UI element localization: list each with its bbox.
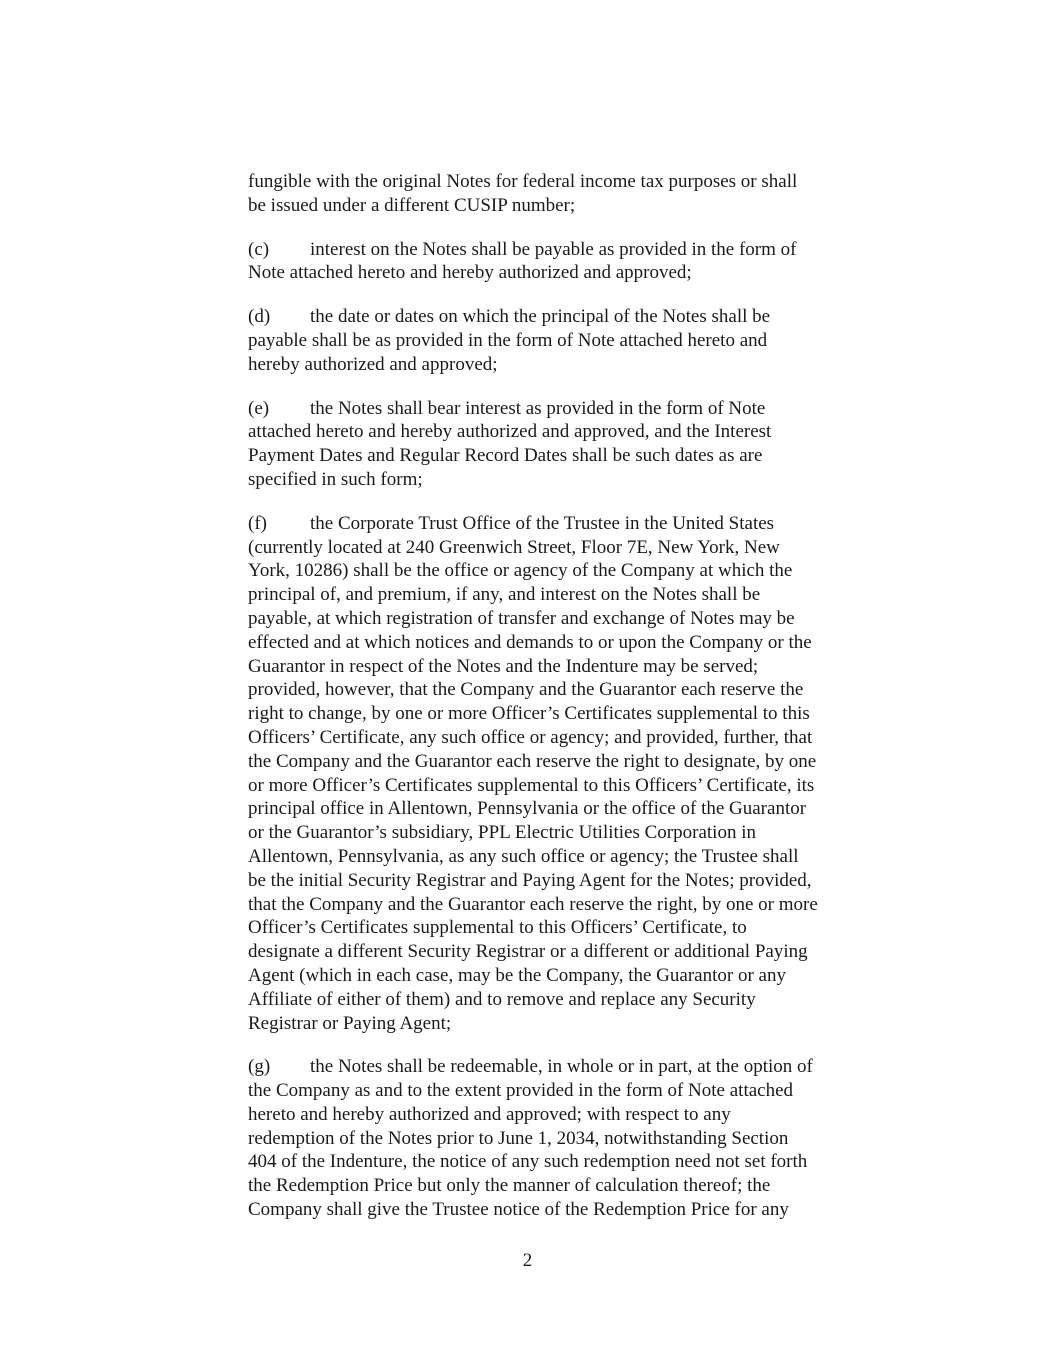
text-line	[248, 353, 878, 377]
text-line	[248, 678, 878, 702]
line-text: the Notes shall bear interest as provided in the form of Note	[310, 397, 766, 419]
text-line	[248, 1103, 878, 1127]
text-line	[248, 261, 878, 285]
text-line	[248, 512, 878, 536]
line-text: that the Company and the Guarantor each reserve the right, by one or more	[248, 893, 818, 915]
line-text: effected and at which notices and demands to or upon the Company or the	[248, 631, 812, 653]
text-line	[248, 893, 878, 917]
text-line	[248, 631, 878, 655]
paragraph-d	[248, 305, 878, 376]
text-line	[248, 988, 878, 1012]
paragraph-g	[248, 1055, 878, 1222]
text-line	[248, 444, 878, 468]
text-line	[248, 845, 878, 869]
line-text: 404 of the Indenture, the notice of any such redemption need not set forth	[248, 1151, 808, 1173]
text-line	[248, 559, 878, 583]
text-line	[248, 750, 878, 774]
paragraph-label: (c)	[248, 238, 270, 260]
line-text: interest on the Notes shall be payable as provided in the form of	[310, 238, 797, 260]
line-text: right to change, by one or more Officer’s Certificates supplemental to this	[248, 703, 810, 725]
page-number: 2	[522, 1250, 533, 1271]
line-text: Allentown, Pennsylvania, as any such office or agency; the Trustee shall	[248, 845, 799, 867]
line-text: the Redemption Price but only the manner of calculation thereof; the	[248, 1175, 771, 1197]
line-text: the Company as and to the extent provided in the form of Note attached	[248, 1080, 794, 1102]
line-text: (currently located at 240 Greenwich Street, Floor 7E, New York, New	[248, 536, 780, 558]
line-text: attached hereto and hereby authorized and approved, and the Interest	[248, 421, 772, 443]
text-line	[248, 329, 878, 353]
text-line	[248, 607, 878, 631]
line-text: principal office in Allentown, Pennsylvania or the office of the Guarantor	[248, 798, 807, 820]
line-text: Affiliate of either of them) and to remove and replace any Security	[248, 988, 756, 1010]
line-text: Agent (which in each case, may be the Company, the Guarantor or any	[248, 964, 786, 986]
line-text: redemption of the Notes prior to June 1, 2034, notwithstanding Section	[248, 1127, 789, 1149]
paragraph-label: (e)	[248, 397, 270, 419]
text-line	[248, 536, 878, 560]
text-line	[248, 964, 878, 988]
paragraph-c	[248, 238, 878, 286]
line-text: fungible with the original Notes for federal income tax purposes or shall	[248, 171, 798, 192]
text-line	[248, 1055, 878, 1079]
line-text: specified in such form;	[248, 468, 423, 490]
text-line	[248, 1150, 878, 1174]
line-text: or more Officer’s Certificates supplemental to this Officers’ Certificate, its	[248, 774, 815, 796]
line-text: the date or dates on which the principal of the Notes shall be	[310, 306, 771, 328]
line-text: Payment Dates and Regular Record Dates shall be such dates as are	[248, 445, 763, 467]
text-line	[248, 797, 878, 821]
text-line	[248, 1012, 878, 1036]
paragraph-label: (f)	[248, 512, 267, 534]
text-line	[248, 916, 878, 940]
text-line	[248, 305, 878, 329]
line-text: designate a different Security Registrar or a different or additional Paying	[248, 941, 808, 963]
text-line	[248, 420, 878, 444]
line-text: Registrar or Paying Agent;	[248, 1012, 452, 1034]
text-line	[248, 238, 878, 262]
text-line	[248, 170, 878, 194]
line-text: the Company and the Guarantor each reserve the right to designate, by one	[248, 750, 817, 772]
text-line	[248, 583, 878, 607]
line-text: Officers’ Certificate, any such office or agency; and provided, further, that	[248, 726, 813, 748]
document-body	[248, 170, 878, 1242]
text-line	[248, 726, 878, 750]
text-line	[248, 194, 878, 218]
line-text: provided, however, that the Company and the Guarantor each reserve the	[248, 679, 804, 701]
line-text: hereto and hereby authorized and approved; with respect to any	[248, 1103, 731, 1125]
text-line	[248, 1198, 878, 1222]
line-text: be the initial Security Registrar and Paying Agent for the Notes; provided,	[248, 869, 812, 891]
paragraph-label: (d)	[248, 306, 271, 328]
text-line	[248, 397, 878, 421]
line-text: Guarantor in respect of the Notes and the Indenture may be served;	[248, 655, 759, 677]
text-line	[248, 1127, 878, 1151]
line-text: the Corporate Trust Office of the Trustee in the United States	[310, 512, 775, 534]
line-text: Officer’s Certificates supplemental to this Officers’ Certificate, to	[248, 917, 747, 939]
text-line	[248, 702, 878, 726]
line-text: be issued under a different CUSIP number;	[248, 194, 576, 216]
paragraph-e	[248, 397, 878, 492]
line-text: principal of, and premium, if any, and interest on the Notes shall be	[248, 584, 761, 606]
line-text: payable, at which registration of transfer and exchange of Notes may be	[248, 607, 795, 629]
line-text: the Notes shall be redeemable, in whole or in part, at the option of	[310, 1056, 813, 1078]
line-text: payable shall be as provided in the form of Note attached hereto and	[248, 329, 768, 351]
text-line	[248, 655, 878, 679]
line-text: Note attached hereto and hereby authorized and approved;	[248, 262, 692, 284]
text-line	[248, 468, 878, 492]
line-text: York, 10286) shall be the office or agency of the Company at which the	[248, 560, 793, 582]
line-text: Company shall give the Trustee notice of the Redemption Price for any	[248, 1199, 789, 1221]
text-line	[248, 1174, 878, 1198]
text-line	[248, 774, 878, 798]
paragraph-f	[248, 512, 878, 1036]
text-line	[248, 940, 878, 964]
text-line	[248, 821, 878, 845]
line-text: hereby authorized and approved;	[248, 353, 498, 375]
text-line	[248, 1079, 878, 1103]
line-text: or the Guarantor’s subsidiary, PPL Electric Utilities Corporation in	[248, 822, 756, 844]
paragraph-continuation	[248, 170, 878, 218]
paragraph-label: (g)	[248, 1056, 271, 1078]
text-line	[248, 869, 878, 893]
